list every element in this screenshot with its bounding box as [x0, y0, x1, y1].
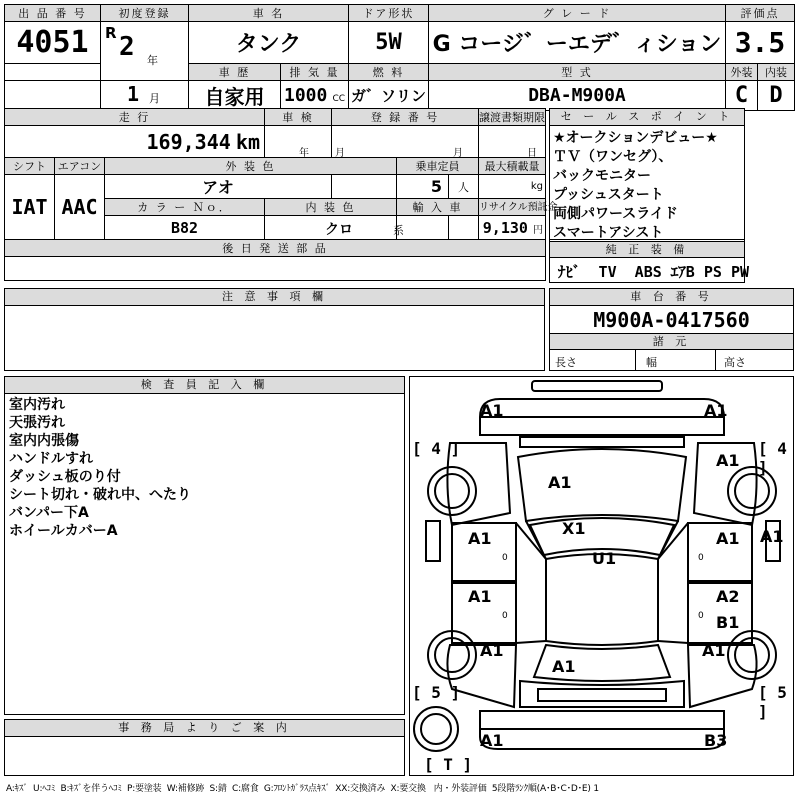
- first-reg-month-unit: 月: [149, 92, 160, 105]
- sales-point: ＴＶ（ワンセグ）、: [553, 149, 673, 165]
- transfer-cell: [453, 126, 546, 159]
- mark-rear-left: A1: [480, 731, 504, 750]
- mark-rear-right: B3: [704, 731, 728, 750]
- fuel: ガ゛ソリン: [349, 81, 429, 111]
- inspector-line: シート切れ・破れ中、へたり: [9, 487, 191, 503]
- int-color-cell: [265, 216, 404, 240]
- mark-rear-door-right-1: A2: [716, 587, 740, 606]
- chassis-header: 車 台 番 号: [550, 289, 793, 306]
- mark-zero: 0: [502, 611, 508, 621]
- lot-blank-2: [5, 81, 101, 111]
- import-header: 輸 入 車: [397, 199, 479, 216]
- first-reg-year-cell: [101, 22, 189, 81]
- registration-header: 登 録 番 号: [332, 109, 479, 126]
- interior-grade: D: [758, 81, 795, 111]
- tire-front-right-value: 4: [777, 439, 787, 458]
- tire-spare-value: T: [443, 755, 453, 774]
- lot-blank: [5, 64, 101, 81]
- office-header: 事 務 局 よ り ご 案 内: [5, 720, 404, 737]
- tire-front-right: [ 4 ]: [758, 439, 787, 477]
- mark-front-right: A1: [704, 401, 728, 420]
- ext-color-header: 外 装 色: [105, 158, 397, 175]
- mark-rear-fender-left: A1: [480, 641, 504, 660]
- inspector-box: [4, 376, 405, 715]
- model-header: 型 式: [429, 64, 726, 81]
- inspector-line: バンパー下A: [9, 505, 89, 521]
- first-reg-month-cell: [101, 81, 189, 111]
- mark-right-mirror: A1: [760, 527, 784, 546]
- grade-header: グ レ ー ド: [429, 5, 726, 22]
- color-no: B82: [105, 216, 265, 240]
- sales-point: ★オークションデビュー★: [553, 130, 718, 146]
- notes-box: [4, 288, 545, 371]
- mileage-header: 走 行: [5, 109, 265, 126]
- tire-spare: [ T ]: [424, 755, 473, 774]
- car-name: タンク: [189, 22, 349, 64]
- recycle: 9,130: [482, 219, 528, 237]
- mileage-cell: [5, 126, 265, 158]
- mark-zero: 0: [502, 553, 508, 563]
- inspector-line: ダッシュ板のり付: [9, 469, 121, 485]
- max-load-unit: kg: [479, 175, 546, 199]
- inspector-line: 室内内張傷: [9, 433, 79, 449]
- mark-rear-door-left: A1: [468, 587, 492, 606]
- tire-front-left-value: 4: [431, 439, 441, 458]
- aircon-header: エアコン: [55, 158, 105, 175]
- first-reg-year: 2: [119, 32, 135, 62]
- tire-rear-right: [ 5 ]: [758, 683, 787, 721]
- mark-front-left: A1: [480, 401, 504, 420]
- ext-color-blank: [332, 175, 397, 199]
- later-parts: [5, 257, 546, 281]
- sales-point: 両側パワースライド: [553, 206, 678, 222]
- import-cell-a: [397, 216, 449, 240]
- equipment: ﾅﾋﾞ TV ABS ｴｱB PS PW: [558, 263, 750, 281]
- lot-number-header: 出 品 番 号: [5, 5, 101, 22]
- mark-zero: 0: [698, 611, 704, 621]
- car-outline: [410, 377, 795, 777]
- dimensions-header: 諸 元: [550, 333, 793, 350]
- history: 自家用: [189, 81, 281, 111]
- exterior-grade: C: [726, 81, 758, 111]
- mark-rear-glass: A1: [552, 657, 576, 676]
- inspector-line: 天張汚れ: [9, 415, 65, 431]
- era: R: [105, 24, 117, 42]
- sales-points-box: [549, 108, 750, 283]
- tire-front-left: [ 4 ]: [412, 439, 461, 458]
- transfer-month-unit: 月: [453, 148, 464, 159]
- inspector-line: 室内汚れ: [9, 397, 65, 413]
- score: 3.5: [726, 22, 795, 64]
- header-table: [4, 4, 795, 111]
- aircon: AAC: [55, 175, 105, 240]
- capacity: 5: [397, 175, 449, 199]
- legend: A:ｷｽﾞ U:ﾍｺﾐ B:ｷｽﾞを伴うﾍｺﾐ P:要塗装 W:補修跡 S:錆 C:腐食 G:ﾌﾛﾝﾄｶﾞﾗｽ点ｷｽﾞ XX:交換済み X:要交換 内・外装評価 5段階ﾗﾝｸ順(A･B･C･D･E) 1: [6, 784, 599, 794]
- interior-header: 内装: [758, 64, 795, 81]
- history-header: 車 歴: [189, 64, 281, 81]
- sales-points-header: セ ー ル ス ポ イ ン ト: [550, 109, 744, 126]
- transfer-day-unit: 日: [527, 148, 538, 159]
- height-label: 高さ: [724, 356, 746, 369]
- width-label: 幅: [636, 350, 716, 371]
- mark-roof: U1: [592, 549, 617, 568]
- int-color-header: 内 装 色: [265, 199, 397, 216]
- inspector-line: ホイールカバーA: [9, 523, 118, 539]
- inspector-lines: [9, 396, 191, 540]
- mark-front-door-left: A1: [468, 529, 492, 548]
- model: DBA-M900A: [429, 81, 726, 111]
- shift: IAT: [5, 175, 55, 240]
- tire-rear-left: [ 5 ]: [412, 683, 461, 702]
- fuel-header: 燃 料: [349, 64, 429, 81]
- recycle-header: リサイクル預託金: [479, 199, 546, 216]
- length-label: 長さ: [550, 350, 636, 371]
- capacity-header: 乗車定員: [397, 158, 479, 175]
- displacement-unit: CC: [332, 94, 346, 104]
- displacement: 1000: [283, 85, 328, 106]
- mark-windshield: X1: [562, 519, 586, 538]
- car-name-header: 車 名: [189, 5, 349, 22]
- door-type: 5W: [349, 22, 429, 64]
- mark-zero: 0: [698, 553, 704, 563]
- later-parts-header: 後 日 発 送 部 品: [5, 240, 546, 257]
- import-cell-b: [449, 216, 479, 240]
- mark-front-fender-right: A1: [716, 451, 740, 470]
- int-color: クロ: [325, 222, 353, 238]
- mark-rear-door-right-2: B1: [716, 613, 740, 632]
- sales-point: バックモニター: [553, 168, 651, 184]
- grade: G コージ゛ーエデ゛ィション: [429, 22, 726, 64]
- color-no-header: カ ラ ー Ｎｏ．: [105, 199, 265, 216]
- mark-rear-fender-right: A1: [702, 641, 726, 660]
- first-reg-header: 初度登録: [101, 5, 189, 22]
- inspection-year-unit: 年: [299, 148, 309, 159]
- recycle-cell: [479, 216, 546, 240]
- mark-front-door-right: A1: [716, 529, 740, 548]
- equipment-header: 純 正 装 備: [550, 241, 744, 258]
- tire-rear-right-value: 5: [777, 683, 787, 702]
- shift-header: シフト: [5, 158, 55, 175]
- int-color-unit: 系: [393, 224, 404, 237]
- spec-table: [4, 108, 558, 281]
- transfer-header: 譲渡書類期限: [479, 110, 546, 124]
- car-diagram: [409, 376, 794, 776]
- chassis-number: M900A-0417560: [593, 308, 750, 332]
- first-reg-month: 1: [127, 82, 140, 106]
- sales-point: プッシュスタート: [553, 187, 664, 203]
- mark-hood: A1: [548, 473, 572, 492]
- mileage-unit: km: [235, 129, 260, 154]
- inspection-cell: [265, 126, 345, 159]
- exterior-header: 外装: [726, 64, 758, 81]
- sales-points-list: [553, 129, 718, 243]
- chassis-box: [549, 288, 794, 371]
- capacity-unit: 人: [449, 175, 479, 199]
- ext-color: アオ: [105, 175, 332, 199]
- door-header: ドア形状: [349, 5, 429, 22]
- displacement-header: 排 気 量: [281, 64, 349, 81]
- inspection-header: 車 検: [265, 109, 332, 126]
- mileage: 169,344: [146, 129, 231, 154]
- score-header: 評価点: [726, 5, 795, 22]
- office-box: [4, 719, 405, 776]
- first-reg-year-unit: 年: [147, 54, 158, 67]
- recycle-unit: 円: [533, 225, 544, 236]
- inspection-month-unit: 月: [335, 148, 345, 159]
- displacement-cell: [281, 81, 349, 111]
- inspector-header: 検 査 員 記 入 欄: [5, 377, 404, 394]
- tire-rear-left-value: 5: [431, 683, 441, 702]
- max-load-header: 最大積載量: [479, 158, 546, 175]
- lot-number: 4051: [5, 22, 101, 64]
- sales-point: スマートアシスト: [553, 225, 664, 241]
- inspector-line: ハンドルすれ: [9, 451, 93, 467]
- notes-header: 注 意 事 項 欄: [5, 289, 544, 306]
